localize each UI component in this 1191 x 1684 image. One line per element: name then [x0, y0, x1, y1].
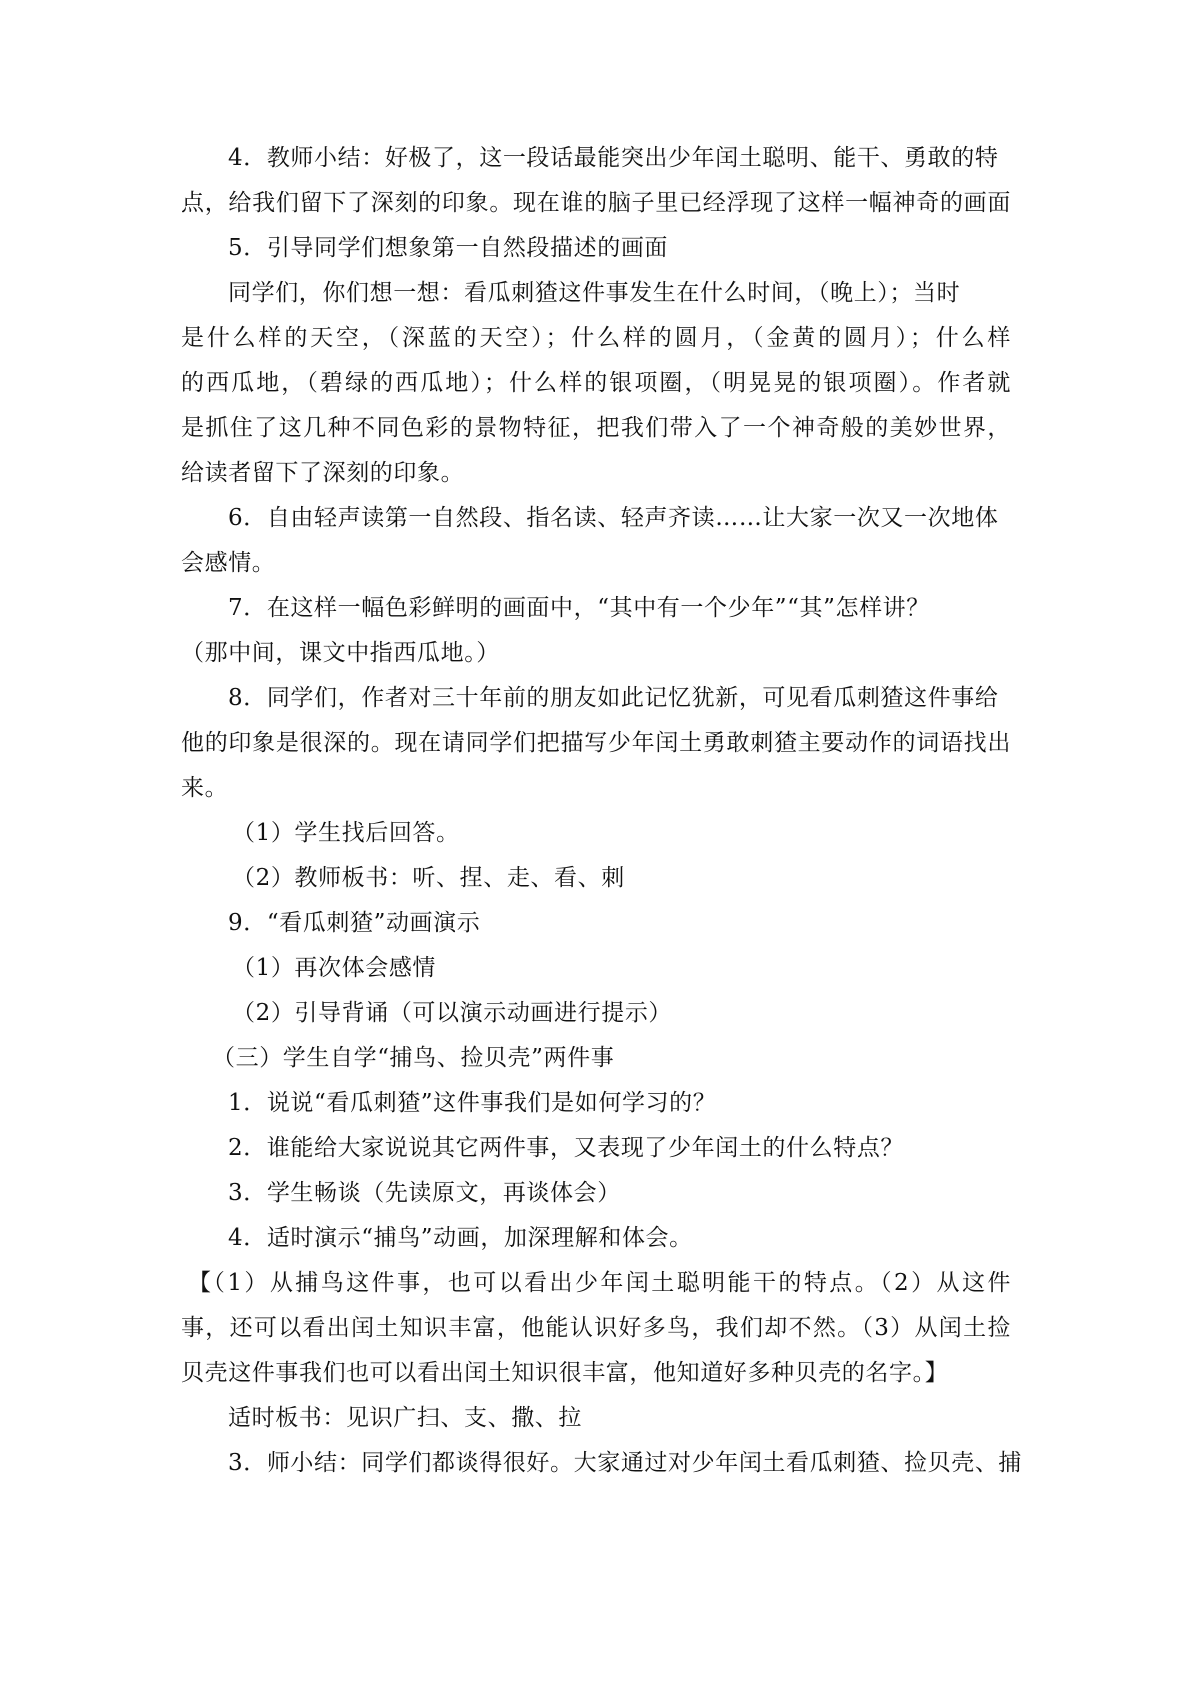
text-line: 【（1）从捕鸟这件事，也可以看出少年闰土聪明能干的特点。（2）从这件: [188, 1270, 1011, 1296]
text-line: 1．说说“看瓜刺猹”这件事我们是如何学习的？: [228, 1090, 717, 1116]
text-line: 会感情。: [181, 550, 276, 576]
text-line: 7．在这样一幅色彩鲜明的画面中，“其中有一个少年”“其”怎样讲？: [228, 595, 930, 621]
text-line: 给读者留下了深刻的印象。: [181, 460, 465, 486]
text-line: 是什么样的天空，（深蓝的天空）；什么样的圆月，（金黄的圆月）；什么样: [181, 325, 1011, 351]
text-line: 是抓住了这几种不同色彩的景物特征，把我们带入了一个神奇般的美妙世界，: [181, 415, 1011, 441]
text-line: 8．同学们，作者对三十年前的朋友如此记忆犹新，可见看瓜刺猹这件事给: [228, 685, 999, 711]
text-line: 6．自由轻声读第一自然段、指名读、轻声齐读……让大家一次又一次地体: [228, 505, 999, 531]
section-heading: （三）学生自学“捕鸟、捡贝壳”两件事: [212, 1045, 615, 1071]
text-line: 4．适时演示“捕鸟”动画，加深理解和体会。: [228, 1225, 693, 1251]
text-line: 9．“看瓜刺猹”动画演示: [228, 910, 481, 936]
text-line: 2．谁能给大家说说其它两件事，又表现了少年闰土的什么特点？: [228, 1135, 905, 1161]
text-line: 3．学生畅谈（先读原文，再谈体会）: [228, 1180, 621, 1206]
text-line: 同学们，你们想一想：看瓜刺猹这件事发生在什么时间，（晚上）；当时: [228, 280, 961, 306]
text-line: 来。: [181, 775, 229, 801]
text-line: （2）引导背诵（可以演示动画进行提示）: [232, 1000, 673, 1026]
text-line: 他的印象是很深的。现在请同学们把描写少年闰土勇敢刺猹主要动作的词语找出: [181, 730, 1011, 756]
text-line: 事，还可以看出闰土知识丰富，他能认识好多鸟，我们却不然。（3）从闰土捡: [181, 1315, 1011, 1341]
text-line: 的西瓜地，（碧绿的西瓜地）；什么样的银项圈，（明晃晃的银项圈）。作者就: [181, 370, 1011, 396]
text-line: 5．引导同学们想象第一自然段描述的画面: [228, 235, 669, 261]
text-line: 4．教师小结：好极了，这一段话最能突出少年闰土聪明、能干、勇敢的特: [228, 145, 999, 171]
text-line: （1）学生找后回答。: [232, 820, 460, 846]
text-line: 贝壳这件事我们也可以看出闰土知识很丰富，他知道好多种贝壳的名字。】: [181, 1360, 949, 1386]
text-line: （那中间，课文中指西瓜地。）: [181, 640, 500, 666]
text-line: 适时板书：见识广扫、支、撒、拉: [228, 1405, 582, 1431]
text-line: （1）再次体会感情: [232, 955, 437, 981]
text-line: 点，给我们留下了深刻的印象。现在谁的脑子里已经浮现了这样一幅神奇的画面: [181, 190, 1011, 216]
text-line: 3．师小结：同学们都谈得很好。大家通过对少年闰土看瓜刺猹、捡贝壳、捕: [228, 1450, 1023, 1476]
text-line: （2）教师板书：听、捏、走、看、刺: [232, 865, 625, 891]
